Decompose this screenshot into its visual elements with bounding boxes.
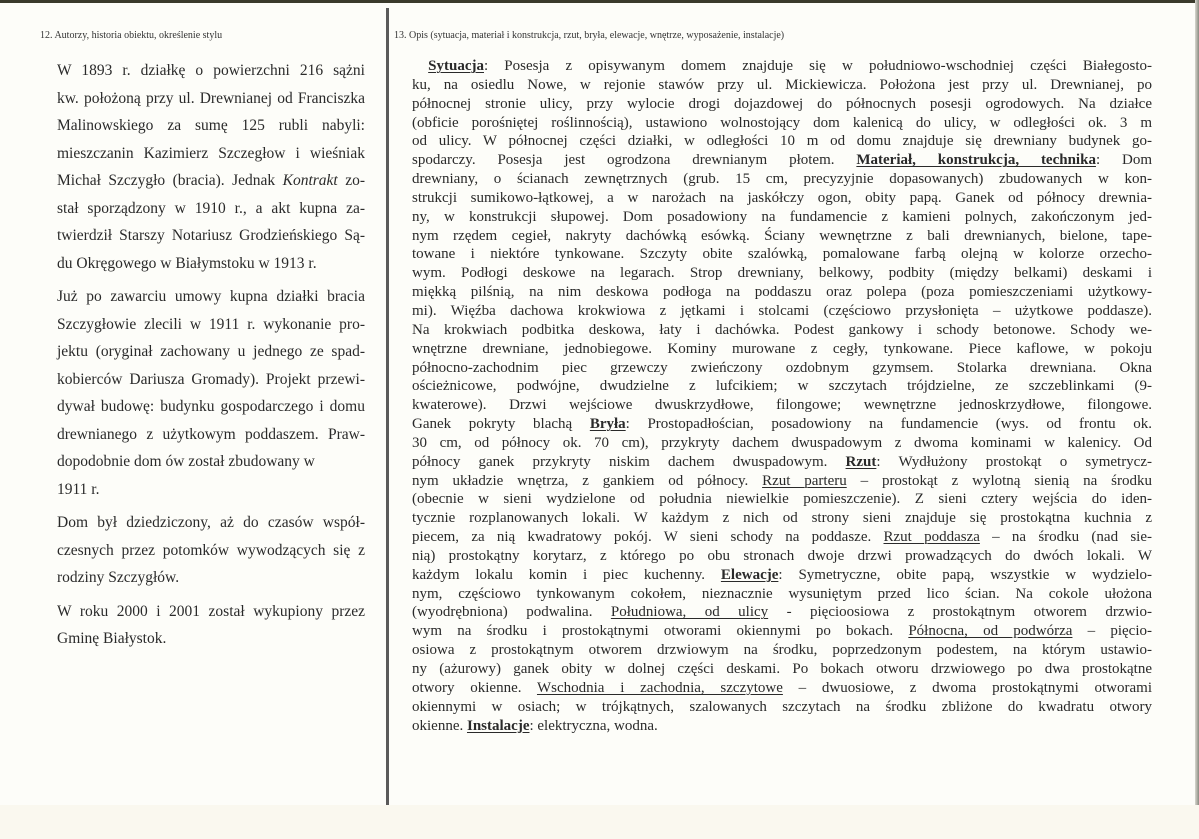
- text-line: W 1893 r. działkę o powierzchni 216 sążni: [57, 62, 365, 79]
- text-line: 1911 r.: [57, 480, 100, 498]
- text-line: wym. Podłogi deskowe na legarach. Strop drewniany, belkowy, podbity (między belkami) deskami i: [412, 265, 1152, 282]
- text-fragment: – na środku (nad sie-: [979, 529, 1152, 546]
- text-line: strukcji sumikowo-łątkowej, a w narożach na jaskółczy ogon, obity papą. Ganek od północy drewnia-: [412, 189, 1152, 206]
- text-line: towane i niektóre tynkowane. Szczyty obite szalówką, pomalowane farbą olejną w kolorze orzecho-: [412, 246, 1152, 263]
- text-line: [412, 717, 1152, 736]
- label-polnocna: Północna, od podwórza: [908, 623, 1073, 640]
- text-fragment: zo-: [337, 172, 365, 189]
- text-line: [412, 472, 1152, 491]
- text-line: miękką pilśnią, na nim deskowa podłoga na poddaszu oraz polepa (poza pomieszczeniami użytkowy-: [412, 284, 1152, 301]
- scan-edge-right: [1195, 0, 1199, 839]
- text-line: mieszczanin Kazimierz Szczegłow i wieśniak: [57, 144, 365, 162]
- label-rzut: Rzut: [845, 453, 877, 470]
- text-fragment: każdym lokalu komin i piec kuchenny.: [412, 566, 721, 583]
- text-fragment: – prostokąt z wylotną sienią na środku: [846, 472, 1152, 489]
- text-line: ku, na osiedlu Nowe, w rejonie stawów przy ul. Mickiewicza. Położona jest przy ul. Drewnianej, po: [412, 76, 1152, 93]
- text-line: od ulicy. W północnej części działki, w odległości 10 m od domu znajduje się drewniany budynek go-: [412, 133, 1152, 150]
- label-rzut-poddasza: Rzut poddasza: [883, 529, 980, 546]
- text-line: [412, 415, 1152, 434]
- history-column: [40, 30, 365, 659]
- text-fragment: Michał Szczygło (bracia). Jednak: [57, 172, 283, 189]
- text-line: [40, 167, 365, 195]
- scan-edge-top: [0, 0, 1199, 3]
- text-fragment: : Prostopadłościan, posadowiony na fundamencie (wys. od frontu ok.: [625, 416, 1153, 433]
- text-line: drewniany, o ścianach zewnętrznych (grub. 15 cm, precyzyjnie dopasowanych) zbudowanych w kon-: [412, 171, 1152, 188]
- paragraph-buyout-2000: [40, 598, 365, 653]
- page-bottom-margin: [0, 805, 1199, 839]
- text-line: [412, 679, 1152, 698]
- text-line: ościeżnicowe, podwójne, dwudzielne z lufcikiem; w szczytach trójdzielne, ze szczeblinkami (9-: [412, 378, 1152, 395]
- text-line: północnej stronie ulicy, przy wylocie drogi dojazdowej do północnych posesji ogrodowych. Na działce: [412, 95, 1152, 112]
- paragraph-inheritance: [40, 509, 365, 592]
- description-body: [412, 57, 1152, 735]
- text-fragment: : Posesja z opisywanym domem znajduje się w południowo-wschodniej części Białegosto-: [484, 58, 1153, 74]
- text-line: kobierców Dariusza Gromady). Projekt przewi-: [57, 370, 365, 388]
- description-column: [394, 30, 1153, 735]
- label-bryla: Bryła: [589, 416, 626, 433]
- text-line: jektu (oryginał zachowany u jednego ze spad-: [57, 343, 365, 360]
- text-line: rodziny Szczygłów.: [57, 569, 180, 586]
- text-fragment: (wyodrębniona) podwalina.: [412, 604, 611, 621]
- text-line: (obficie porośniętej roślinnością), ustawiono wolnostojący dom kalenicą do ulicy, w odległości ok. 3 m: [412, 114, 1152, 131]
- text-line: Na krokwiach podbitka deskowa, łaty i dachówka. Podest gankowy i schody betonowe. Schody we-: [412, 321, 1152, 338]
- text-line: drewnianego z użytkowym poddaszem. Praw-: [57, 425, 365, 443]
- text-fragment: : Symetryczne, obite papą, wszystkie w wydzielo-: [778, 566, 1152, 583]
- section-13-heading: 13. Opis (sytuacja, materiał i konstrukcja, rzut, bryła, elewacje, wnętrze, wyposażenie, instalacje): [394, 30, 785, 41]
- text-fragment: okienne.: [412, 717, 467, 734]
- text-line: osiowa z prostokątnym otworem drzwiowym na środku, poprzedzonym podestem, na którym ustawio-: [412, 642, 1152, 659]
- text-fragment: : elektryczna, wodna.: [529, 717, 658, 734]
- text-fragment: – dwuosiowe, z dwoma prostokątnymi otworami: [782, 679, 1152, 696]
- text-fragment: : Wydłużony prostokąt o symetrycz-: [876, 453, 1152, 470]
- text-fragment: – pięcio-: [1072, 623, 1152, 640]
- text-line: [412, 151, 1152, 170]
- text-fragment: piecem, za nią kwadratowy pokój. W sieni schody na poddasze.: [412, 529, 884, 546]
- label-wschodnia-zachodnia: Wschodnia i zachodnia, szczytowe: [536, 679, 783, 696]
- text-fragment: Ganek pokryty blachą: [412, 416, 590, 433]
- text-fragment: nym układzie wnętrza, z gankiem od północy.: [412, 472, 763, 489]
- text-line: ny (ażurowy) ganek obity w dolnej części deskami. Po bokach otworu drzwiowego po dwa prostokątne: [412, 661, 1152, 677]
- text-line: ny, w konstrukcji słupowej. Dom posadowiony na fundamencie z kamieni polnych, zakończonym jed-: [412, 208, 1152, 225]
- text-line: 30 cm, od północy ok. 70 cm), przykryty dachem dwuspadowym z dwoma kominami w kalenicy. Od: [412, 434, 1152, 451]
- text-line: mi). Więźba dachowa krokwiowa z jętkami i stolcami (częściowo przysłonięta – użytkowe poddasze).: [412, 302, 1152, 319]
- text-line: [412, 566, 1152, 585]
- section-12-heading: 12. Autorzy, historia obiektu, określenie stylu: [40, 30, 223, 41]
- text-line: okiennymi w osiach; w trójkątnych, szalowanych szczytach na środku zbliżone do kwadratu otwory: [412, 698, 1152, 715]
- text-line: Dom był dziedziczony, aż do czasów współ-: [57, 514, 365, 531]
- label-elewacje: Elewacje: [720, 566, 779, 583]
- text-line: tycznie rozplanowanych lokali. W każdym z nich od strony sieni znajduje się prostokątna kuchnia z: [412, 510, 1152, 527]
- text-line: dywał budowę: budynku gospodarczego i domu: [57, 398, 365, 415]
- label-instalacje: Instalacje: [466, 717, 530, 734]
- text-line: [412, 622, 1152, 641]
- text-line: W roku 2000 i 2001 został wykupiony przez: [57, 602, 365, 620]
- paragraph-project-1911: [40, 283, 365, 503]
- text-line: [412, 57, 1152, 76]
- text-line: Malinowskiego za sumę 125 rubli nabyli:: [57, 117, 365, 134]
- text-line: Szczygłowie zlecili w 1911 r. wykonanie pro-: [57, 315, 365, 333]
- label-sytuacja: Sytuacja: [428, 58, 484, 74]
- label-rzut-parteru: Rzut parteru: [762, 472, 847, 489]
- text-fragment: północy ganek przykryty niskim dachem dwuspadowym.: [412, 453, 846, 470]
- text-line: wnętrzne drewniane, jednobiegowe. Kominy murowane z cegły, tynkowane. Piece kaflowe, w pokoju: [412, 340, 1152, 357]
- text-line: Gminę Białystok.: [57, 630, 167, 647]
- text-line: (obecnie w sieni wydzielone od południa niewielkie pomieszczenie). Z sieni cztery wejścia do iden-: [412, 491, 1152, 508]
- text-line: kwaterowe). Drzwi wejściowe dwuskrzydłowe, filongowe; wewnętrzne jednoskrzydłowe, filongowe.: [412, 397, 1152, 414]
- text-line: [412, 528, 1152, 547]
- text-fragment: - pięcioosiowa z prostokątnym otworem drzwio-: [768, 604, 1152, 621]
- text-line: kw. położoną przy ul. Drewnianej od Franciszka: [57, 89, 365, 107]
- label-material: Materiał, konstrukcja, technika: [856, 152, 1096, 169]
- text-fragment: otwory okienne.: [412, 679, 537, 696]
- text-fragment: spodarczy. Posesja jest ogrodzona drewnianym płotem.: [412, 152, 857, 169]
- text-line: [412, 603, 1152, 622]
- text-line: twierdził Starszy Notariusz Grodzieńskiego Są-: [57, 227, 365, 244]
- italic-term-kontrakt: Kontrakt: [282, 172, 338, 189]
- text-line: du Okręgowego w Białymstoku w 1913 r.: [57, 254, 317, 272]
- text-line: nią) prostokątny korytarz, z którego po obu stronach dwoje drzwi prowadzących do dwóch lokali. W: [412, 547, 1152, 564]
- text-line: stał sporządzony w 1910 r., a akt kupna za-: [57, 199, 365, 217]
- text-line: dopodobnie dom ów został zbudowany w: [57, 453, 315, 470]
- text-line: czesnych przez potomków wywodzących się z: [57, 541, 365, 559]
- text-line: północno-zachodnim piec grzewczy zwieńczony ozdobnym gzymsem. Stolarka drewniana. Okna: [412, 359, 1152, 376]
- text-fragment: wym na środku i prostokątnymi otworami okiennymi po bokach.: [412, 623, 909, 640]
- text-fragment: : Dom: [1095, 152, 1152, 169]
- column-divider: [386, 8, 389, 808]
- text-line: nym, częściowo tynkowanym cokołem, nieznacznie wysuniętym przed lico ścian. Na cokole ułożona: [412, 585, 1152, 602]
- text-line: Już po zawarciu umowy kupna działki bracia: [57, 288, 365, 305]
- paragraph-purchase-1893: [40, 57, 365, 277]
- text-line: nym rzędem cegieł, nakryty dachówką esówką. Ściany wewnętrzne z bali drewnianych, bielone, tape-: [412, 227, 1152, 244]
- text-line: [412, 453, 1152, 472]
- label-poludniowa: Południowa, od ulicy: [610, 604, 769, 621]
